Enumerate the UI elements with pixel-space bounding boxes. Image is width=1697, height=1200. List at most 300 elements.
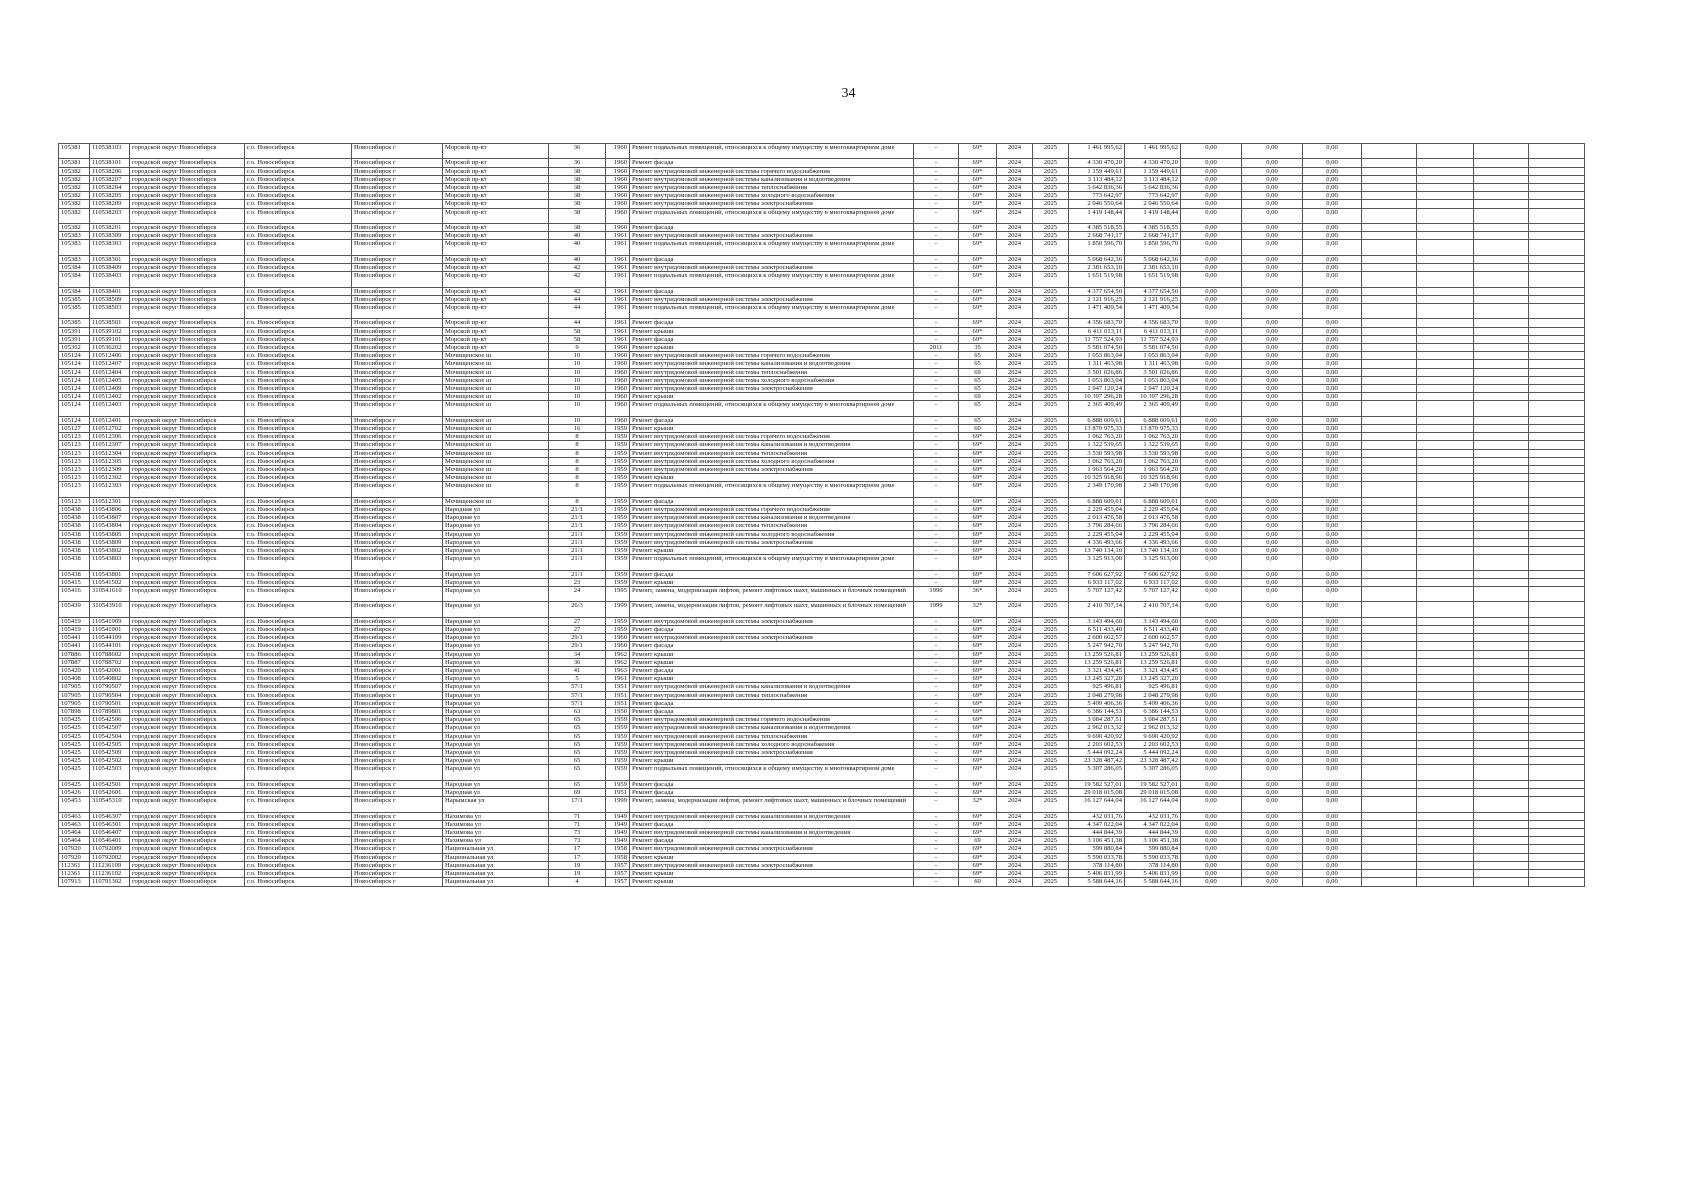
empty-cell: [1362, 327, 1417, 335]
federal-cost-cell: 0,00: [1181, 232, 1242, 240]
empty-cell: [1362, 474, 1417, 482]
settlement-cell: г.о. Новосибирск: [245, 416, 352, 424]
plan-end-year-cell: 2025: [1033, 497, 1069, 505]
federal-cost-cell: 0,00: [1181, 335, 1242, 343]
empty-cell: [1417, 360, 1474, 368]
wear-percent-cell: 69*: [959, 522, 997, 530]
wear-percent-cell: 69*: [959, 497, 997, 505]
municipal-district-cell: городской округ Новосибирск: [130, 335, 245, 343]
plan-end-year-cell: 2025: [1033, 740, 1069, 748]
table-row: [59, 319, 1585, 327]
settlement-cell: г.о. Новосибирск: [245, 732, 352, 740]
municipal-district-cell: городской округ Новосибирск: [130, 587, 245, 602]
house-id-cell: 105415: [59, 578, 90, 586]
last-repair-year-cell: -: [914, 352, 959, 360]
house-number-cell: 71: [549, 812, 606, 820]
locality-cell: Новосибирск г: [352, 159, 443, 167]
locality-cell: Новосибирск г: [352, 506, 443, 514]
local-cost-cell: 0,00: [1303, 853, 1362, 861]
work-type-cell: Ремонт внутридомовой инженерной системы электроснабжения: [630, 385, 914, 393]
empty-cell: [1362, 757, 1417, 765]
federal-cost-cell: 0,00: [1181, 797, 1242, 812]
table-row: [59, 522, 1585, 530]
fund-cost-cell: 7 606 627,92: [1125, 570, 1181, 578]
last-repair-year-cell: -: [914, 634, 959, 642]
house-number-cell: 8: [549, 497, 606, 505]
regional-cost-cell: 0,00: [1242, 797, 1303, 812]
empty-cell: [1474, 368, 1529, 376]
empty-cell: [1529, 708, 1585, 716]
locality-cell: Новосибирск г: [352, 208, 443, 223]
build-year-cell: 1957: [606, 870, 630, 878]
street-cell: Морской пр-кт: [443, 159, 549, 167]
table-row: [59, 845, 1585, 853]
empty-cell: [1417, 716, 1474, 724]
empty-cell: [1529, 724, 1585, 732]
table-row: [59, 675, 1585, 683]
regional-cost-cell: 0,00: [1242, 255, 1303, 263]
empty-cell: [1529, 642, 1585, 650]
work-type-cell: Ремонт внутридомовой инженерной системы горячего водоснабжения: [630, 167, 914, 175]
work-id-cell: 110790507: [90, 683, 130, 691]
plan-start-year-cell: 2024: [997, 167, 1033, 175]
plan-start-year-cell: 2024: [997, 457, 1033, 465]
fund-cost-cell: 3 501 026,86: [1125, 368, 1181, 376]
empty-cell: [1362, 224, 1417, 232]
wear-percent-cell: 69*: [959, 765, 997, 780]
locality-cell: Новосибирск г: [352, 474, 443, 482]
empty-cell: [1362, 642, 1417, 650]
work-type-cell: Ремонт фасада: [630, 570, 914, 578]
locality-cell: Новосибирск г: [352, 295, 443, 303]
build-year-cell: 1960: [606, 360, 630, 368]
wear-percent-cell: 69*: [959, 335, 997, 343]
empty-cell: [1529, 812, 1585, 820]
street-cell: Народная ул: [443, 578, 549, 586]
regional-cost-cell: 0,00: [1242, 360, 1303, 368]
local-cost-cell: 0,00: [1303, 650, 1362, 658]
work-type-cell: Ремонт внутридомовой инженерной системы теплоснабжения: [630, 184, 914, 192]
empty-cell: [1417, 449, 1474, 457]
street-cell: Народная ул: [443, 691, 549, 699]
last-repair-year-cell: -: [914, 853, 959, 861]
plan-end-year-cell: 2025: [1033, 634, 1069, 642]
empty-cell: [1417, 667, 1474, 675]
regional-cost-cell: 0,00: [1242, 650, 1303, 658]
empty-cell: [1529, 232, 1585, 240]
work-id-cell: 110789801: [90, 708, 130, 716]
total-cost-cell: 13 870 975,33: [1069, 425, 1125, 433]
work-id-cell: 110544101: [90, 642, 130, 650]
wear-percent-cell: 69*: [959, 466, 997, 474]
build-year-cell: 1959: [606, 514, 630, 522]
house-id-cell: 105425: [59, 732, 90, 740]
municipal-district-cell: городской округ Новосибирск: [130, 497, 245, 505]
street-cell: Народная ул: [443, 765, 549, 780]
fund-cost-cell: 13 740 134,10: [1125, 547, 1181, 555]
empty-cell: [1362, 861, 1417, 869]
house-number-cell: 17: [549, 845, 606, 853]
federal-cost-cell: 0,00: [1181, 658, 1242, 666]
work-id-cell: 110543802: [90, 547, 130, 555]
work-id-cell: 110512303: [90, 482, 130, 497]
fund-cost-cell: 2 962 013,32: [1125, 724, 1181, 732]
work-id-cell: 110538205: [90, 192, 130, 200]
empty-cell: [1362, 587, 1417, 602]
local-cost-cell: 0,00: [1303, 144, 1362, 159]
last-repair-year-cell: -: [914, 457, 959, 465]
empty-cell: [1529, 482, 1585, 497]
local-cost-cell: 0,00: [1303, 208, 1362, 223]
work-type-cell: Ремонт внутридомовой инженерной системы электроснабжения: [630, 617, 914, 625]
settlement-cell: г.о. Новосибирск: [245, 385, 352, 393]
work-id-cell: 110512409: [90, 385, 130, 393]
federal-cost-cell: 0,00: [1181, 530, 1242, 538]
fund-cost-cell: 4 385 518,55: [1125, 224, 1181, 232]
empty-cell: [1362, 401, 1417, 416]
empty-cell: [1529, 200, 1585, 208]
build-year-cell: 1959: [606, 617, 630, 625]
municipal-district-cell: городской округ Новосибирск: [130, 708, 245, 716]
municipal-district-cell: городской округ Новосибирск: [130, 319, 245, 327]
build-year-cell: 1960: [606, 368, 630, 376]
street-cell: Народная ул: [443, 667, 549, 675]
local-cost-cell: 0,00: [1303, 175, 1362, 183]
empty-cell: [1362, 344, 1417, 352]
work-type-cell: Ремонт фасада: [630, 335, 914, 343]
settlement-cell: г.о. Новосибирск: [245, 740, 352, 748]
plan-end-year-cell: 2025: [1033, 878, 1069, 886]
regional-cost-cell: 0,00: [1242, 691, 1303, 699]
work-type-cell: Ремонт внутридомовой инженерной системы электроснабжения: [630, 845, 914, 853]
street-cell: Нахимова ул: [443, 837, 549, 845]
locality-cell: Новосибирск г: [352, 555, 443, 570]
plan-end-year-cell: 2025: [1033, 441, 1069, 449]
empty-cell: [1474, 538, 1529, 546]
total-cost-cell: 2 046 550,64: [1069, 200, 1125, 208]
settlement-cell: г.о. Новосибирск: [245, 200, 352, 208]
work-type-cell: Ремонт крыши: [630, 853, 914, 861]
fund-cost-cell: 432 031,76: [1125, 812, 1181, 820]
local-cost-cell: 0,00: [1303, 360, 1362, 368]
total-cost-cell: 3 796 284,66: [1069, 522, 1125, 530]
work-id-cell: 110538501: [90, 319, 130, 327]
plan-end-year-cell: 2025: [1033, 416, 1069, 424]
build-year-cell: 1961: [606, 335, 630, 343]
total-cost-cell: 2 229 455,04: [1069, 506, 1125, 514]
locality-cell: Новосибирск г: [352, 393, 443, 401]
work-type-cell: Ремонт фасада: [630, 699, 914, 707]
empty-cell: [1362, 335, 1417, 343]
empty-cell: [1362, 441, 1417, 449]
build-year-cell: 1961: [606, 295, 630, 303]
regional-cost-cell: 0,00: [1242, 732, 1303, 740]
build-year-cell: 1995: [606, 587, 630, 602]
plan-end-year-cell: 2025: [1033, 208, 1069, 223]
municipal-district-cell: городской округ Новосибирск: [130, 691, 245, 699]
work-type-cell: Ремонт подвальных помещений, относящихся к общему имуществу в многоквартирном доме: [630, 765, 914, 780]
empty-cell: [1474, 514, 1529, 522]
settlement-cell: г.о. Новосибирск: [245, 425, 352, 433]
locality-cell: Новосибирск г: [352, 812, 443, 820]
local-cost-cell: 0,00: [1303, 272, 1362, 287]
street-cell: Морской пр-кт: [443, 327, 549, 335]
total-cost-cell: 3 530 593,98: [1069, 449, 1125, 457]
plan-start-year-cell: 2024: [997, 538, 1033, 546]
plan-end-year-cell: 2025: [1033, 457, 1069, 465]
table-row: [59, 497, 1585, 505]
last-repair-year-cell: -: [914, 878, 959, 886]
empty-cell: [1474, 570, 1529, 578]
wear-percent-cell: 69*: [959, 295, 997, 303]
empty-cell: [1529, 255, 1585, 263]
house-number-cell: 40: [549, 255, 606, 263]
street-cell: Народная ул: [443, 506, 549, 514]
empty-cell: [1529, 295, 1585, 303]
last-repair-year-cell: 1999: [914, 602, 959, 617]
street-cell: Народная ул: [443, 683, 549, 691]
work-type-cell: Ремонт внутридомовой инженерной системы теплоснабжения: [630, 522, 914, 530]
empty-cell: [1529, 224, 1585, 232]
settlement-cell: г.о. Новосибирск: [245, 724, 352, 732]
plan-start-year-cell: 2024: [997, 724, 1033, 732]
house-number-cell: 26/3: [549, 602, 606, 617]
house-number-cell: 10: [549, 416, 606, 424]
settlement-cell: г.о. Новосибирск: [245, 522, 352, 530]
regional-cost-cell: 0,00: [1242, 642, 1303, 650]
total-cost-cell: 6 888 609,61: [1069, 416, 1125, 424]
total-cost-cell: 4 385 518,55: [1069, 224, 1125, 232]
wear-percent-cell: 65: [959, 401, 997, 416]
last-repair-year-cell: -: [914, 449, 959, 457]
federal-cost-cell: 0,00: [1181, 547, 1242, 555]
build-year-cell: 1951: [606, 699, 630, 707]
locality-cell: Новосибирск г: [352, 658, 443, 666]
house-id-cell: 107905: [59, 699, 90, 707]
local-cost-cell: 0,00: [1303, 878, 1362, 886]
regional-cost-cell: 0,00: [1242, 449, 1303, 457]
table-row: [59, 765, 1585, 780]
regional-cost-cell: 0,00: [1242, 327, 1303, 335]
house-number-cell: 36: [549, 144, 606, 159]
build-year-cell: 1960: [606, 401, 630, 416]
house-number-cell: 38: [549, 192, 606, 200]
federal-cost-cell: 0,00: [1181, 757, 1242, 765]
empty-cell: [1529, 360, 1585, 368]
total-cost-cell: 13 245 327,20: [1069, 675, 1125, 683]
street-cell: Национальная ул: [443, 845, 549, 853]
house-number-cell: 24: [549, 587, 606, 602]
settlement-cell: г.о. Новосибирск: [245, 441, 352, 449]
local-cost-cell: 0,00: [1303, 617, 1362, 625]
federal-cost-cell: 0,00: [1181, 255, 1242, 263]
house-id-cell: 107905: [59, 683, 90, 691]
work-id-cell: 110541502: [90, 578, 130, 586]
plan-start-year-cell: 2024: [997, 829, 1033, 837]
wear-percent-cell: 65: [959, 385, 997, 393]
last-repair-year-cell: -: [914, 716, 959, 724]
municipal-district-cell: городской округ Новосибирск: [130, 385, 245, 393]
work-type-cell: Ремонт внутридомовой инженерной системы холодного водоснабжения: [630, 192, 914, 200]
house-number-cell: 10: [549, 368, 606, 376]
empty-cell: [1362, 578, 1417, 586]
house-id-cell: 105383: [59, 255, 90, 263]
total-cost-cell: 1 963 564,20: [1069, 466, 1125, 474]
fund-cost-cell: 9 690 420,92: [1125, 732, 1181, 740]
plan-end-year-cell: 2025: [1033, 514, 1069, 522]
last-repair-year-cell: -: [914, 699, 959, 707]
house-id-cell: 105381: [59, 159, 90, 167]
empty-cell: [1362, 352, 1417, 360]
local-cost-cell: 0,00: [1303, 837, 1362, 845]
total-cost-cell: 6 411 013,11: [1069, 327, 1125, 335]
total-cost-cell: 3 143 494,60: [1069, 617, 1125, 625]
street-cell: Народная ул: [443, 602, 549, 617]
last-repair-year-cell: -: [914, 441, 959, 449]
empty-cell: [1474, 724, 1529, 732]
empty-cell: [1417, 344, 1474, 352]
regional-cost-cell: 0,00: [1242, 724, 1303, 732]
house-number-cell: 58: [549, 327, 606, 335]
empty-cell: [1529, 327, 1585, 335]
municipal-district-cell: городской округ Новосибирск: [130, 522, 245, 530]
plan-start-year-cell: 2024: [997, 708, 1033, 716]
empty-cell: [1474, 264, 1529, 272]
regional-cost-cell: 0,00: [1242, 716, 1303, 724]
fund-cost-cell: 925 496,81: [1125, 683, 1181, 691]
table-row: [59, 287, 1585, 295]
table-row: [59, 482, 1585, 497]
wear-percent-cell: 69*: [959, 732, 997, 740]
plan-start-year-cell: 2024: [997, 232, 1033, 240]
empty-cell: [1417, 691, 1474, 699]
work-id-cell: 310545310: [90, 797, 130, 812]
last-repair-year-cell: -: [914, 675, 959, 683]
street-cell: Национальная ул: [443, 853, 549, 861]
build-year-cell: 1959: [606, 538, 630, 546]
work-id-cell: 110538503: [90, 304, 130, 319]
municipal-district-cell: городской округ Новосибирск: [130, 749, 245, 757]
work-id-cell: 110538201: [90, 224, 130, 232]
last-repair-year-cell: -: [914, 385, 959, 393]
total-cost-cell: 5 707 127,42: [1069, 587, 1125, 602]
local-cost-cell: 0,00: [1303, 449, 1362, 457]
settlement-cell: г.о. Новосибирск: [245, 240, 352, 255]
build-year-cell: 1959: [606, 626, 630, 634]
street-cell: Национальная ул: [443, 861, 549, 869]
empty-cell: [1474, 208, 1529, 223]
empty-cell: [1474, 352, 1529, 360]
last-repair-year-cell: -: [914, 208, 959, 223]
plan-end-year-cell: 2025: [1033, 716, 1069, 724]
regional-cost-cell: 0,00: [1242, 765, 1303, 780]
empty-cell: [1362, 514, 1417, 522]
wear-percent-cell: 69*: [959, 304, 997, 319]
empty-cell: [1417, 264, 1474, 272]
locality-cell: Новосибирск г: [352, 617, 443, 625]
regional-cost-cell: 0,00: [1242, 708, 1303, 716]
settlement-cell: г.о. Новосибирск: [245, 295, 352, 303]
local-cost-cell: 0,00: [1303, 765, 1362, 780]
settlement-cell: г.о. Новосибирск: [245, 376, 352, 384]
regional-cost-cell: 0,00: [1242, 699, 1303, 707]
empty-cell: [1474, 433, 1529, 441]
last-repair-year-cell: -: [914, 642, 959, 650]
build-year-cell: 1959: [606, 522, 630, 530]
work-type-cell: Ремонт внутридомовой инженерной системы холодного водоснабжения: [630, 740, 914, 748]
fund-cost-cell: 10 397 296,28: [1125, 393, 1181, 401]
work-id-cell: 110541909: [90, 617, 130, 625]
wear-percent-cell: 69*: [959, 184, 997, 192]
total-cost-cell: 4 347 022,04: [1069, 820, 1125, 828]
build-year-cell: 1959: [606, 506, 630, 514]
empty-cell: [1529, 376, 1585, 384]
empty-cell: [1529, 159, 1585, 167]
table-row: [59, 184, 1585, 192]
house-number-cell: 27: [549, 617, 606, 625]
table-row: [59, 200, 1585, 208]
empty-cell: [1417, 789, 1474, 797]
table-row: [59, 829, 1585, 837]
plan-start-year-cell: 2024: [997, 506, 1033, 514]
last-repair-year-cell: -: [914, 167, 959, 175]
settlement-cell: г.о. Новосибирск: [245, 335, 352, 343]
plan-start-year-cell: 2024: [997, 555, 1033, 570]
empty-cell: [1474, 820, 1529, 828]
regional-cost-cell: 0,00: [1242, 861, 1303, 869]
regional-cost-cell: 0,00: [1242, 530, 1303, 538]
work-type-cell: Ремонт фасада: [630, 319, 914, 327]
plan-end-year-cell: 2025: [1033, 425, 1069, 433]
wear-percent-cell: 69*: [959, 716, 997, 724]
locality-cell: Новосибирск г: [352, 650, 443, 658]
house-number-cell: 4: [549, 878, 606, 886]
local-cost-cell: 0,00: [1303, 724, 1362, 732]
locality-cell: Новосибирск г: [352, 578, 443, 586]
street-cell: Народная ул: [443, 789, 549, 797]
settlement-cell: г.о. Новосибирск: [245, 861, 352, 869]
street-cell: Морской пр-кт: [443, 184, 549, 192]
total-cost-cell: 16 127 644,04: [1069, 797, 1125, 812]
fund-cost-cell: 1 947 120,24: [1125, 385, 1181, 393]
wear-percent-cell: 69*: [959, 861, 997, 869]
settlement-cell: г.о. Новосибирск: [245, 667, 352, 675]
street-cell: Мочищенское ш: [443, 449, 549, 457]
empty-cell: [1474, 335, 1529, 343]
local-cost-cell: 0,00: [1303, 335, 1362, 343]
street-cell: Мочищенское ш: [443, 425, 549, 433]
empty-cell: [1474, 797, 1529, 812]
plan-start-year-cell: 2024: [997, 385, 1033, 393]
local-cost-cell: 0,00: [1303, 691, 1362, 699]
locality-cell: Новосибирск г: [352, 376, 443, 384]
build-year-cell: 1959: [606, 474, 630, 482]
house-number-cell: 21/1: [549, 555, 606, 570]
house-number-cell: 5: [549, 675, 606, 683]
fund-cost-cell: 3 321 434,45: [1125, 667, 1181, 675]
house-number-cell: 21/1: [549, 547, 606, 555]
work-id-cell: 110546407: [90, 829, 130, 837]
street-cell: Народная ул: [443, 634, 549, 642]
municipal-district-cell: городской округ Новосибирск: [130, 634, 245, 642]
empty-cell: [1474, 699, 1529, 707]
work-type-cell: Ремонт внутридомовой инженерной системы электроснабжения: [630, 232, 914, 240]
house-number-cell: 73: [549, 837, 606, 845]
wear-percent-cell: 69*: [959, 667, 997, 675]
total-cost-cell: 6 888 609,61: [1069, 497, 1125, 505]
house-number-cell: 57/1: [549, 691, 606, 699]
wear-percent-cell: 69*: [959, 812, 997, 820]
